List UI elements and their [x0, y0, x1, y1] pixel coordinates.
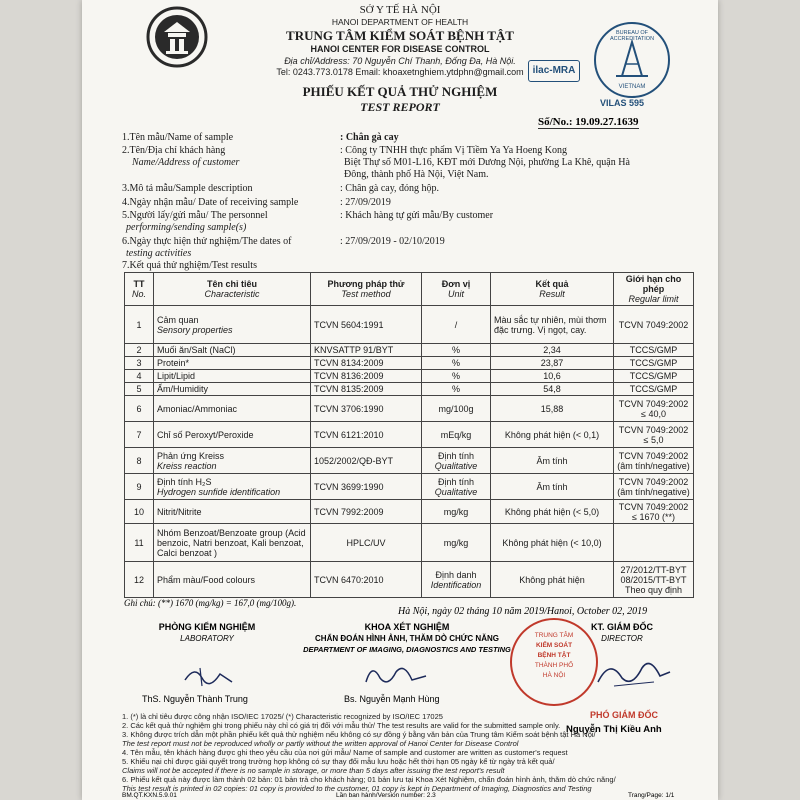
row-method: TCVN 6470:2010	[311, 562, 422, 598]
row-no: 12	[125, 562, 154, 598]
row-unit: /	[422, 306, 491, 344]
row-method: KNVSATTP 91/BYT	[311, 344, 422, 357]
note-6-en: This test result is printed in 02 copies: 01 copy is provided to the customer, 01 copy is kept in Department of Imaging, Diagnostics and Testing	[122, 784, 592, 793]
table-row	[125, 562, 694, 598]
row-no: 3	[125, 357, 154, 370]
report-page	[82, 0, 718, 800]
row-limit: TCCS/GMP	[614, 370, 694, 383]
ministry-name: SỞ Y TẾ HÀ NỘI	[359, 4, 441, 16]
row-method: TCVN 5604:1991	[311, 306, 422, 344]
row-method: TCVN 8135:2009	[311, 383, 422, 396]
vilas-number: VILAS 595	[600, 98, 645, 108]
note-6: 6. Phiếu kết quả này được làm thành 02 bản: 01 bản trả cho khách hàng; 01 bản lưu tại Khoa Xét Nghiệm, chẩn đoán hình ảnh, thăm dò chức năng/	[122, 775, 616, 784]
row-limit: TCCS/GMP	[614, 357, 694, 370]
char-en: Sensory properties	[157, 324, 233, 335]
col-header-method	[311, 273, 422, 306]
report-number: Số/No.: 19.09.27.1639	[538, 116, 639, 128]
row-characteristic: Phẩm màu/Food colours	[154, 562, 311, 598]
stamp-line-1: TRUNG TÂM	[534, 632, 574, 639]
footer-version: Lần ban hành/Version number: 2.3	[336, 792, 436, 799]
center-contact: Tel: 0243.773.0178 Email: khoaxetnghiem.ytdphn@gmail.com	[276, 67, 524, 77]
info-label-6: 6.Ngày thực hiện thử nghiệm/The dates of	[122, 236, 292, 247]
table-row	[125, 306, 694, 344]
report-title-vi: PHIẾU KẾT QUẢ THỬ NGHIỆM	[302, 84, 498, 99]
row-unit: mg/kg	[422, 500, 491, 524]
info-value-4: : 27/09/2019	[340, 197, 391, 208]
stamp-line-3: BỆNH TẬT	[537, 652, 571, 659]
row-method: TCVN 3699:1990	[311, 474, 422, 500]
row-result: Không phát hiện (< 10,0)	[491, 524, 614, 562]
row-result: 54,8	[491, 383, 614, 396]
stamp-line-2: KIỂM SOÁT	[535, 642, 573, 649]
table-row	[125, 500, 694, 524]
stamp-line-4: THÀNH PHỐ	[534, 662, 574, 669]
note-3: 3. Không được trích dẫn một phần phiếu kết quả thử nghiệm nếu không có sự đồng ý bằng văn bản của Trung tâm Kiểm soát bệnh tật Hà Nội/	[122, 730, 596, 739]
unit-en: Qualitative	[434, 460, 478, 471]
row-result: 23,87	[491, 357, 614, 370]
row-limit: TCVN 7049:2002 (âm tính/negative)	[614, 448, 694, 474]
row-unit	[422, 448, 491, 474]
row-unit: mg/kg	[422, 524, 491, 562]
row-characteristic: Protein*	[154, 357, 311, 370]
info-value-3: : Chân gà cay, đóng hộp.	[340, 183, 440, 194]
info-value-2b: Biệt Thự số M01-L16, KĐT mới Dương Nội, phường La Khê, quận Hà	[344, 157, 630, 168]
col-header-result-en: Result	[539, 289, 565, 299]
row-limit: TCVN 7049:2002 ≤ 5,0	[614, 422, 694, 448]
info-value-2c: Đông, thành phố Hà Nội, Việt Nam.	[344, 169, 489, 180]
info-label-6b: testing activities	[126, 248, 192, 259]
note-4: 4. Tên mẫu, tên khách hàng được ghi theo yêu cầu của nơi gửi mẫu/ Name of sample and customer are written as customer's request	[122, 748, 568, 757]
col-header-limit-en: Regular limit	[628, 294, 679, 304]
director-title-en: DIRECTOR	[601, 634, 643, 643]
row-method: TCVN 3706:1990	[311, 396, 422, 422]
info-label-5b: performing/sending sample(s)	[126, 222, 247, 233]
row-method: TCVN 8136:2009	[311, 370, 422, 383]
footer-code: BM.QT.KXN.5.9.01	[122, 792, 177, 799]
lab-title: PHÒNG KIỂM NGHIỆM	[158, 622, 256, 632]
row-unit	[422, 474, 491, 500]
table-row	[125, 344, 694, 357]
info-label-2: 2.Tên/Địa chỉ khách hàng	[122, 145, 226, 156]
row-unit: %	[422, 383, 491, 396]
row-characteristic	[154, 306, 311, 344]
row-limit: TCCS/GMP	[614, 344, 694, 357]
row-result: 2,34	[491, 344, 614, 357]
lab-signer: ThS. Nguyễn Thành Trung	[142, 694, 248, 704]
row-characteristic: Nitrit/Nitrite	[154, 500, 311, 524]
row-result: Âm tính	[491, 474, 614, 500]
director-signature	[594, 652, 674, 692]
info-label-4: 4.Ngày nhận mẫu/ Date of receiving sample	[122, 197, 299, 208]
row-characteristic: Chỉ số Peroxyt/Peroxide	[154, 422, 311, 448]
official-stamp	[510, 618, 598, 706]
row-characteristic: Lipit/Lipid	[154, 370, 311, 383]
col-header-characteristic	[154, 273, 311, 306]
date-line: Hà Nội, ngày 02 tháng 10 năm 2019/Hanoi, October 02, 2019	[398, 606, 648, 617]
director-role: PHÓ GIÁM ĐỐC	[590, 710, 659, 720]
ilac-mra-logo: ilac-MRA	[528, 60, 580, 82]
info-label-1: 1.Tên mẫu/Name of sample	[122, 132, 234, 143]
unit-en: Identification	[430, 579, 482, 590]
row-limit: TCVN 7049:2002 ≤ 40,0	[614, 396, 694, 422]
dept-title: KHOA XÉT NGHIỆM	[364, 622, 450, 632]
table-row	[125, 448, 694, 474]
row-no: 8	[125, 448, 154, 474]
unit-en: Qualitative	[434, 486, 478, 497]
center-name-vi: TRUNG TÂM KIỂM SOÁT BỆNH TẬT	[286, 28, 514, 43]
unit-vi: Định danh	[435, 569, 477, 580]
row-result: Màu sắc tự nhiên, mùi thơm đặc trưng. Vị ngọt, cay.	[491, 306, 614, 344]
row-result: Không phát hiện (< 5,0)	[491, 500, 614, 524]
unit-vi: Định tính	[437, 476, 475, 487]
char-vi: Cảm quan	[157, 314, 199, 325]
dept-signature	[362, 658, 432, 692]
note-5: 5. Khiếu nại chỉ được giải quyết trong trường hợp không có sự thay đổi mẫu lưu hoặc hết thời hạn 05 ngày kể từ ngày trả kết quả/	[122, 757, 555, 766]
row-characteristic: Muối ăn/Salt (NaCl)	[154, 344, 311, 357]
dept-subtitle: CHẨN ĐOÁN HÌNH ẢNH, THĂM DÒ CHỨC NĂNG	[315, 634, 499, 643]
table-row	[125, 474, 694, 500]
info-value-5: : Khách hàng tự gửi mẫu/By customer	[340, 210, 494, 221]
row-result: Không phát hiện	[491, 562, 614, 598]
row-method: HPLC/UV	[311, 524, 422, 562]
info-value-6: : 27/09/2019 - 02/10/2019	[340, 236, 445, 247]
info-label-3: 3.Mô tả mẫu/Sample description	[122, 183, 253, 194]
col-header-no	[125, 273, 154, 306]
dept-title-en: DEPARTMENT OF IMAGING, DIAGNOSTICS AND TESTING	[303, 645, 511, 654]
row-unit	[422, 562, 491, 598]
row-unit: mg/100g	[422, 396, 491, 422]
row-method: TCVN 7992:2009	[311, 500, 422, 524]
row-characteristic	[154, 448, 311, 474]
row-limit: TCVN 7049:2002 ≤ 1670 (**)	[614, 500, 694, 524]
char-vi: Định tính H₂S	[157, 476, 212, 487]
row-no: 5	[125, 383, 154, 396]
col-header-no-en: No.	[131, 289, 146, 299]
row-unit: mEq/kg	[422, 422, 491, 448]
row-result: 10,6	[491, 370, 614, 383]
row-method: TCVN 6121:2010	[311, 422, 422, 448]
row-result: Âm tính	[491, 448, 614, 474]
row-limit: 27/2012/TT-BYT 08/2015/TT-BYT Theo quy định	[614, 562, 694, 598]
col-header-limit-vi: Giới hạn cho phép	[625, 274, 682, 294]
col-header-result	[491, 273, 614, 306]
footnote: Ghi chú: (**) 1670 (mg/kg) = 167,0 (mg/100g).	[124, 598, 297, 608]
col-header-result-vi: Kết quả	[535, 279, 569, 289]
table-row	[125, 396, 694, 422]
info-label-2b: Name/Address of customer	[132, 157, 240, 168]
boa-text: BUREAU OF ACCREDITATION	[609, 30, 655, 42]
table-header-row	[125, 273, 694, 306]
note-2: 2. Các kết quả thử nghiệm ghi trong phiếu này chỉ có giá trị đối với mẫu thử/ The test results are valid for the submitted sample only.	[122, 721, 561, 730]
note-3-en: The test report must not be reproduced wholly or partly without the written approval of Hanoi Center for Disease Control	[122, 739, 519, 748]
row-unit: %	[422, 370, 491, 383]
col-header-characteristic-en: Characteristic	[204, 289, 260, 299]
boa-country: VIETNAM	[618, 84, 646, 90]
director-signer: Nguyễn Thị Kiều Anh	[566, 724, 662, 735]
char-vi: Phản ứng Kreiss	[157, 450, 225, 461]
table-row	[125, 422, 694, 448]
row-characteristic: Nhóm Benzoat/Benzoate group (Acid benzoic, Natri benzoat, Kali benzoat, Calci benzoat )	[154, 524, 311, 562]
info-label-5: 5.Người lấy/gửi mẫu/ The personnel	[122, 210, 268, 221]
lab-title-en: LABORATORY	[180, 634, 234, 643]
row-characteristic: Ẩm/Humidity	[154, 383, 311, 396]
col-header-unit	[422, 273, 491, 306]
col-header-limit	[614, 273, 694, 306]
row-method: TCVN 8134:2009	[311, 357, 422, 370]
info-value-2: : Công ty TNHH thực phẩm Vị Tiềm Ya Ya Hoeng Kong	[340, 145, 568, 156]
char-en: Hydrogen sunfide identification	[157, 486, 281, 497]
col-header-unit-vi: Đơn vị	[441, 279, 471, 289]
row-no: 7	[125, 422, 154, 448]
note-1: 1. (*) là chỉ tiêu được công nhận ISO/IEC 17025/ (*) Characteristic recognized by ISO/IEC 17025	[122, 712, 443, 721]
info-value-1: : Chân gà cay	[340, 132, 399, 143]
row-limit	[614, 524, 694, 562]
footer-page: Trang/Page: 1/1	[628, 792, 675, 799]
row-no: 10	[125, 500, 154, 524]
row-unit: %	[422, 344, 491, 357]
note-5-en: Claims will not be accepted if there is no sample in storage, or more than 5 days after issuing the test report's result	[122, 766, 505, 775]
report-title-en: TEST REPORT	[360, 100, 440, 114]
table-row	[125, 383, 694, 396]
col-header-no-vi: TT	[133, 279, 145, 289]
col-header-method-en: Test method	[341, 289, 391, 299]
dept-signer: Bs. Nguyễn Mạnh Hùng	[344, 694, 440, 704]
lab-signature	[180, 660, 240, 690]
row-method: 1052/2002/QĐ-BYT	[311, 448, 422, 474]
table-row	[125, 524, 694, 562]
department-name: HANOI DEPARTMENT OF HEALTH	[331, 17, 469, 27]
row-no: 6	[125, 396, 154, 422]
row-limit: TCVN 7049:2002	[614, 306, 694, 344]
row-no: 2	[125, 344, 154, 357]
table-row	[125, 370, 694, 383]
row-result: Không phát hiện (< 0,1)	[491, 422, 614, 448]
center-name-en: HANOI CENTER FOR DISEASE CONTROL	[310, 44, 490, 54]
stamp-line-5: HÀ NỘI	[542, 672, 566, 679]
row-unit: %	[422, 357, 491, 370]
row-characteristic	[154, 474, 311, 500]
results-table	[124, 272, 694, 598]
row-no: 1	[125, 306, 154, 344]
center-address: Địa chỉ/Address: 70 Nguyễn Chí Thanh, Đống Đa, Hà Nội.	[284, 56, 516, 66]
director-title: KT. GIÁM ĐỐC	[591, 622, 653, 632]
row-characteristic: Amoniac/Ammoniac	[154, 396, 311, 422]
col-header-unit-en: Unit	[447, 289, 464, 299]
row-no: 9	[125, 474, 154, 500]
row-limit: TCCS/GMP	[614, 383, 694, 396]
char-en: Kreiss reaction	[157, 460, 217, 471]
row-no: 4	[125, 370, 154, 383]
col-header-method-vi: Phương pháp thử	[327, 279, 405, 289]
row-result: 15,88	[491, 396, 614, 422]
row-no: 11	[125, 524, 154, 562]
table-row	[125, 357, 694, 370]
unit-vi: Định tính	[437, 450, 475, 461]
info-label-7: 7.Kết quả thử nghiệm/Test results	[122, 260, 257, 271]
col-header-characteristic-vi: Tên chỉ tiêu	[206, 279, 257, 289]
row-limit: TCVN 7049:2002 (âm tính/negative)	[614, 474, 694, 500]
